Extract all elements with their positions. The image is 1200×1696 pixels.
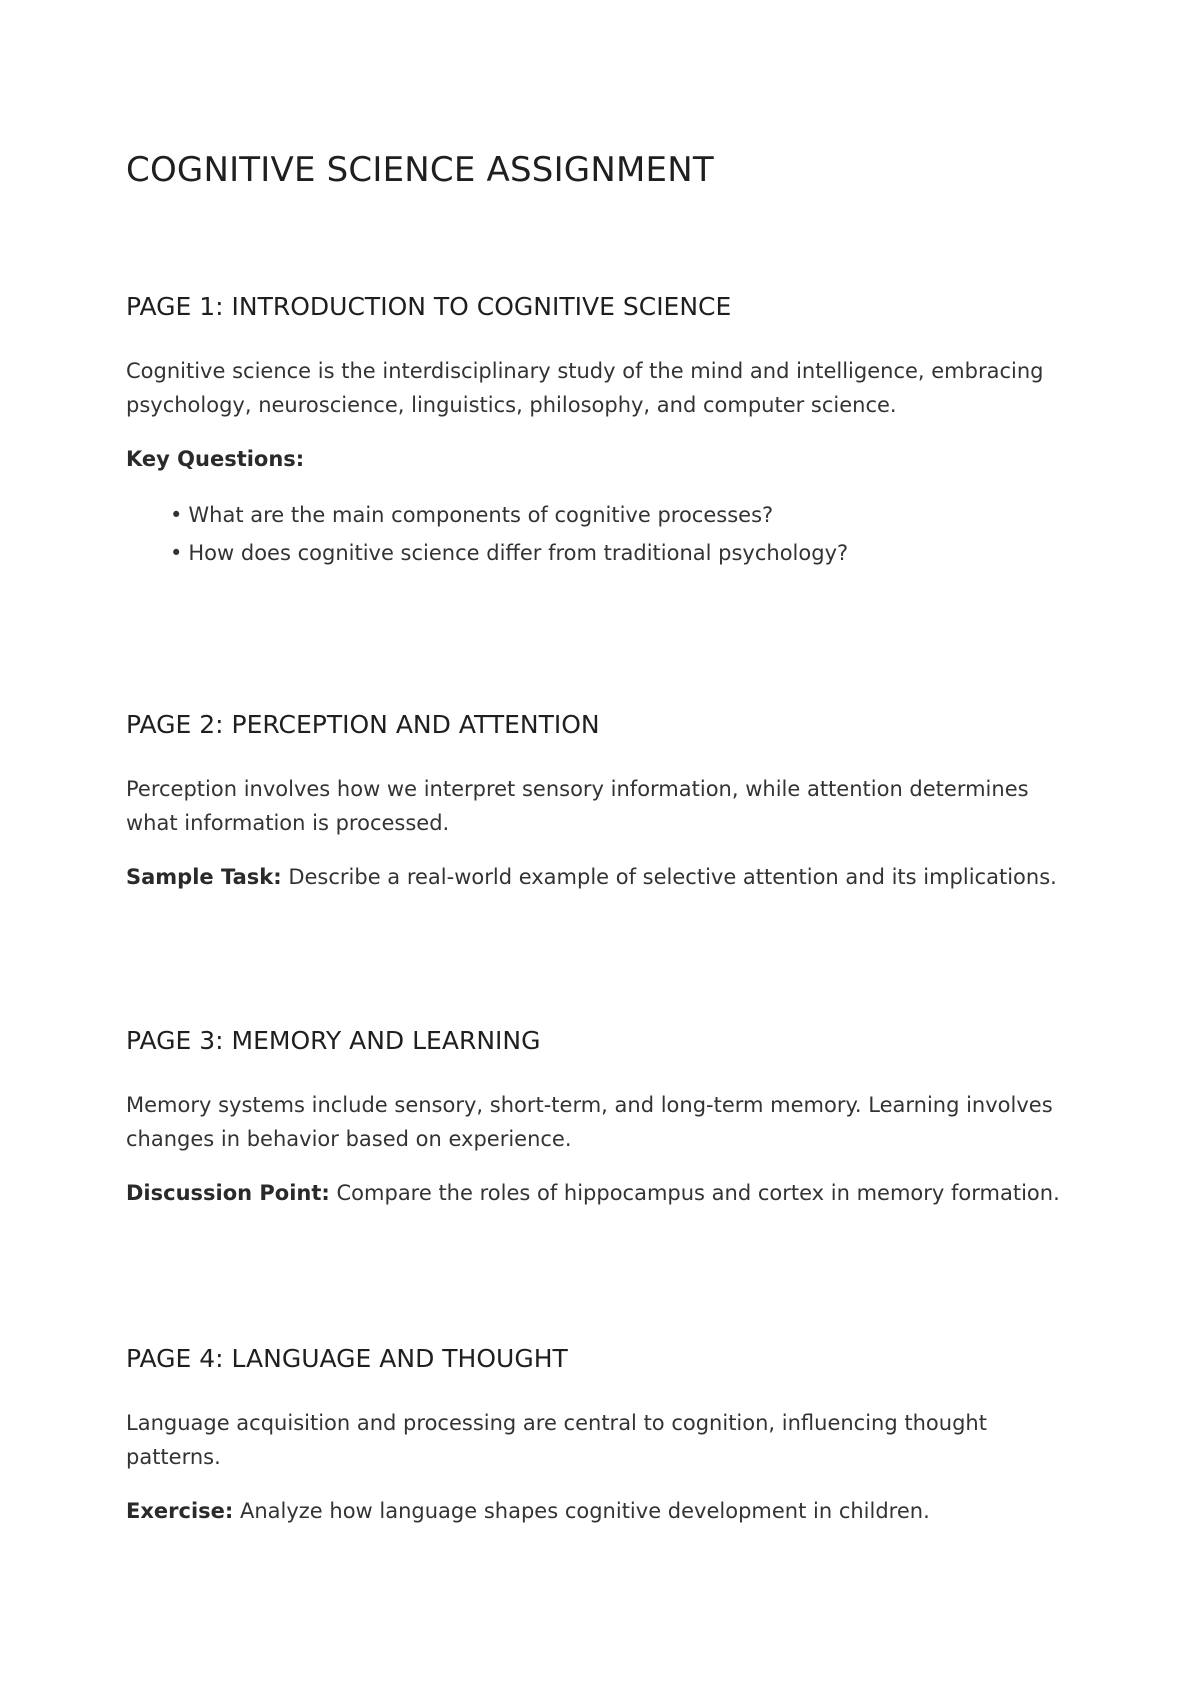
key-questions-label-paragraph (126, 442, 1086, 476)
exercise-text: Analyze how language shapes cognitive development in children. (239, 1499, 930, 1523)
section-language-thought (126, 1342, 1086, 1548)
exercise-label: Exercise: (126, 1499, 234, 1523)
bullet-icon: • (170, 503, 183, 527)
list-item-text: What are the main components of cognitive processes? (188, 503, 774, 527)
section-body: Language acquisition and processing are central to cognition, influencing thought patterns. (126, 1411, 987, 1469)
section-perception-attention (126, 708, 1086, 914)
discussion-point-paragraph (126, 1176, 1086, 1210)
bullet-icon: • (170, 541, 183, 565)
section-memory-learning (126, 1024, 1086, 1230)
section-heading: PAGE 2: PERCEPTION AND ATTENTION (126, 710, 600, 739)
sample-task-text: Describe a real-world example of selective attention and its implications. (288, 865, 1057, 889)
document-title: COGNITIVE SCIENCE ASSIGNMENT (126, 150, 714, 190)
section-heading: PAGE 3: MEMORY AND LEARNING (126, 1026, 541, 1055)
section-heading: PAGE 1: INTRODUCTION TO COGNITIVE SCIENCE (126, 292, 732, 321)
key-questions-label: Key Questions: (126, 447, 305, 471)
section-body: Perception involves how we interpret sensory information, while attention determines what information is processed. (126, 777, 1029, 835)
sample-task-label: Sample Task: (126, 865, 282, 889)
list-item (170, 496, 1086, 534)
list-item-text: How does cognitive science differ from traditional psychology? (188, 541, 849, 565)
discussion-point-text: Compare the roles of hippocampus and cortex in memory formation. (336, 1181, 1060, 1205)
section-body: Memory systems include sensory, short-term, and long-term memory. Learning involves changes in behavior based on experience. (126, 1093, 1053, 1151)
discussion-point-label: Discussion Point: (126, 1181, 330, 1205)
section-heading: PAGE 4: LANGUAGE AND THOUGHT (126, 1344, 568, 1373)
section-body: Cognitive science is the interdisciplinary study of the mind and intelligence, embracing psychology, neuroscience, linguistics, philosophy, and computer science. (126, 359, 1044, 417)
key-questions-list (126, 496, 1086, 572)
list-item (170, 534, 1086, 572)
sample-task-paragraph (126, 860, 1086, 894)
section-introduction (126, 290, 1086, 572)
exercise-paragraph (126, 1494, 1086, 1528)
